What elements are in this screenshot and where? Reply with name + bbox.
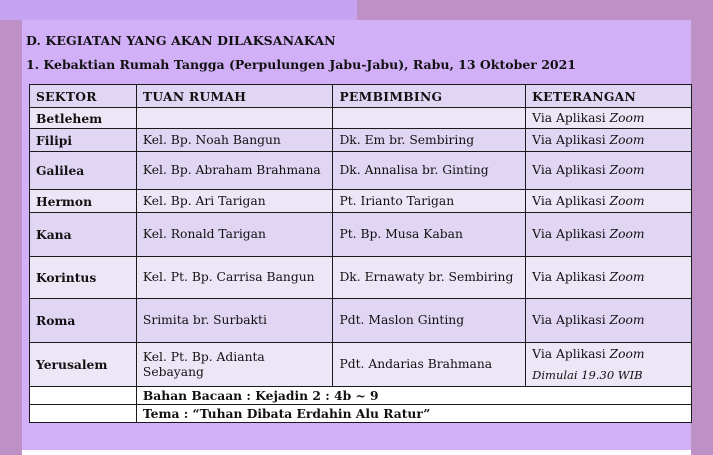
ket-zoom: Zoom xyxy=(609,163,645,177)
page-bottom-strip xyxy=(22,450,691,455)
start-time-note: Dimulai 19.30 WIB xyxy=(532,367,643,382)
ket-zoom: Zoom xyxy=(609,270,645,284)
activity-subheading: 1. Kebaktian Rumah Tangga (Perpulungen Jabu-Jabu), Rabu, 13 Oktober 2021 xyxy=(26,57,576,72)
ket-prefix: Via Aplikasi xyxy=(532,313,610,327)
header-sektor: SEKTOR xyxy=(30,85,137,108)
table-row xyxy=(30,129,692,152)
cell-pembimbing: Pt. Irianto Tarigan xyxy=(333,190,526,213)
header-keterangan: KETERANGAN xyxy=(526,85,692,108)
bahan-bacaan: Bahan Bacaan : Kejadin 2 : 4b ~ 9 xyxy=(136,387,691,405)
cell-sektor: Yerusalem xyxy=(30,343,137,387)
ket-zoom: Zoom xyxy=(609,132,645,147)
table-row xyxy=(30,190,692,213)
table-row xyxy=(30,152,692,190)
cell-pembimbing: Pt. Bp. Musa Kaban xyxy=(333,213,526,257)
ket-prefix: Via Aplikasi xyxy=(532,227,610,241)
header-pembimbing: PEMBIMBING xyxy=(333,85,526,108)
ket-prefix: Via Aplikasi xyxy=(532,163,610,177)
table-header-row xyxy=(30,85,692,108)
ket-zoom: Zoom xyxy=(609,227,645,241)
cell-pembimbing: Pdt. Andarias Brahmana xyxy=(333,343,526,387)
cell-tuan-rumah: Kel. Pt. Bp. Adianta Sebayang xyxy=(136,343,333,387)
header-tuan-rumah: TUAN RUMAH xyxy=(136,85,333,108)
ket-zoom: Zoom xyxy=(609,193,645,208)
top-band-left xyxy=(0,0,357,20)
cell-sektor: Korintus xyxy=(30,257,137,299)
ket-zoom: Zoom xyxy=(609,346,645,361)
cell-sektor: Kana xyxy=(30,213,137,257)
cell-tuan-rumah: Srimita br. Surbakti xyxy=(136,299,333,343)
cell-pembimbing: Dk. Em br. Sembiring xyxy=(333,129,526,152)
cell-pembimbing: Pdt. Maslon Ginting xyxy=(333,299,526,343)
ket-zoom: Zoom xyxy=(609,110,645,125)
schedule-table xyxy=(29,84,692,423)
cell-sektor: Betlehem xyxy=(30,108,137,129)
section-heading: D. KEGIATAN YANG AKAN DILAKSANAKAN xyxy=(26,33,336,48)
cell-tuan-rumah: Kel. Ronald Tarigan xyxy=(136,213,333,257)
cell-pembimbing xyxy=(333,108,526,129)
cell-keterangan xyxy=(526,343,692,387)
document-page xyxy=(22,20,691,455)
table-row xyxy=(30,108,692,129)
cell-pembimbing: Dk. Annalisa br. Ginting xyxy=(333,152,526,190)
cell-tuan-rumah: Kel. Bp. Ari Tarigan xyxy=(136,190,333,213)
ket-zoom: Zoom xyxy=(609,313,645,327)
ket-prefix: Via Aplikasi xyxy=(532,132,610,147)
cell-tuan-rumah: Kel. Pt. Bp. Carrisa Bangun xyxy=(136,257,333,299)
theme-row xyxy=(30,405,692,423)
ket-prefix: Via Aplikasi xyxy=(532,193,610,208)
cell-keterangan xyxy=(526,190,692,213)
cell-sektor: Hermon xyxy=(30,190,137,213)
ket-prefix: Via Aplikasi xyxy=(532,270,610,284)
table-row xyxy=(30,257,692,299)
cell-keterangan xyxy=(526,299,692,343)
ket-prefix: Via Aplikasi xyxy=(532,110,610,125)
cell-keterangan xyxy=(526,108,692,129)
cell-keterangan xyxy=(526,129,692,152)
reading-spacer-cell xyxy=(30,387,137,405)
theme-spacer-cell xyxy=(30,405,137,423)
ket-prefix: Via Aplikasi xyxy=(532,346,610,361)
cell-tuan-rumah: Kel. Bp. Noah Bangun xyxy=(136,129,333,152)
cell-tuan-rumah: Kel. Bp. Abraham Brahmana xyxy=(136,152,333,190)
table-row xyxy=(30,299,692,343)
cell-keterangan xyxy=(526,213,692,257)
cell-sektor: Galilea xyxy=(30,152,137,190)
cell-sektor: Filipi xyxy=(30,129,137,152)
tema: Tema : “Tuhan Dibata Erdahin Alu Ratur” xyxy=(136,405,691,423)
reading-row xyxy=(30,387,692,405)
cell-pembimbing: Dk. Ernawaty br. Sembiring xyxy=(333,257,526,299)
table-row xyxy=(30,343,692,387)
cell-tuan-rumah xyxy=(136,108,333,129)
table-row xyxy=(30,213,692,257)
cell-sektor: Roma xyxy=(30,299,137,343)
cell-keterangan xyxy=(526,152,692,190)
cell-keterangan xyxy=(526,257,692,299)
